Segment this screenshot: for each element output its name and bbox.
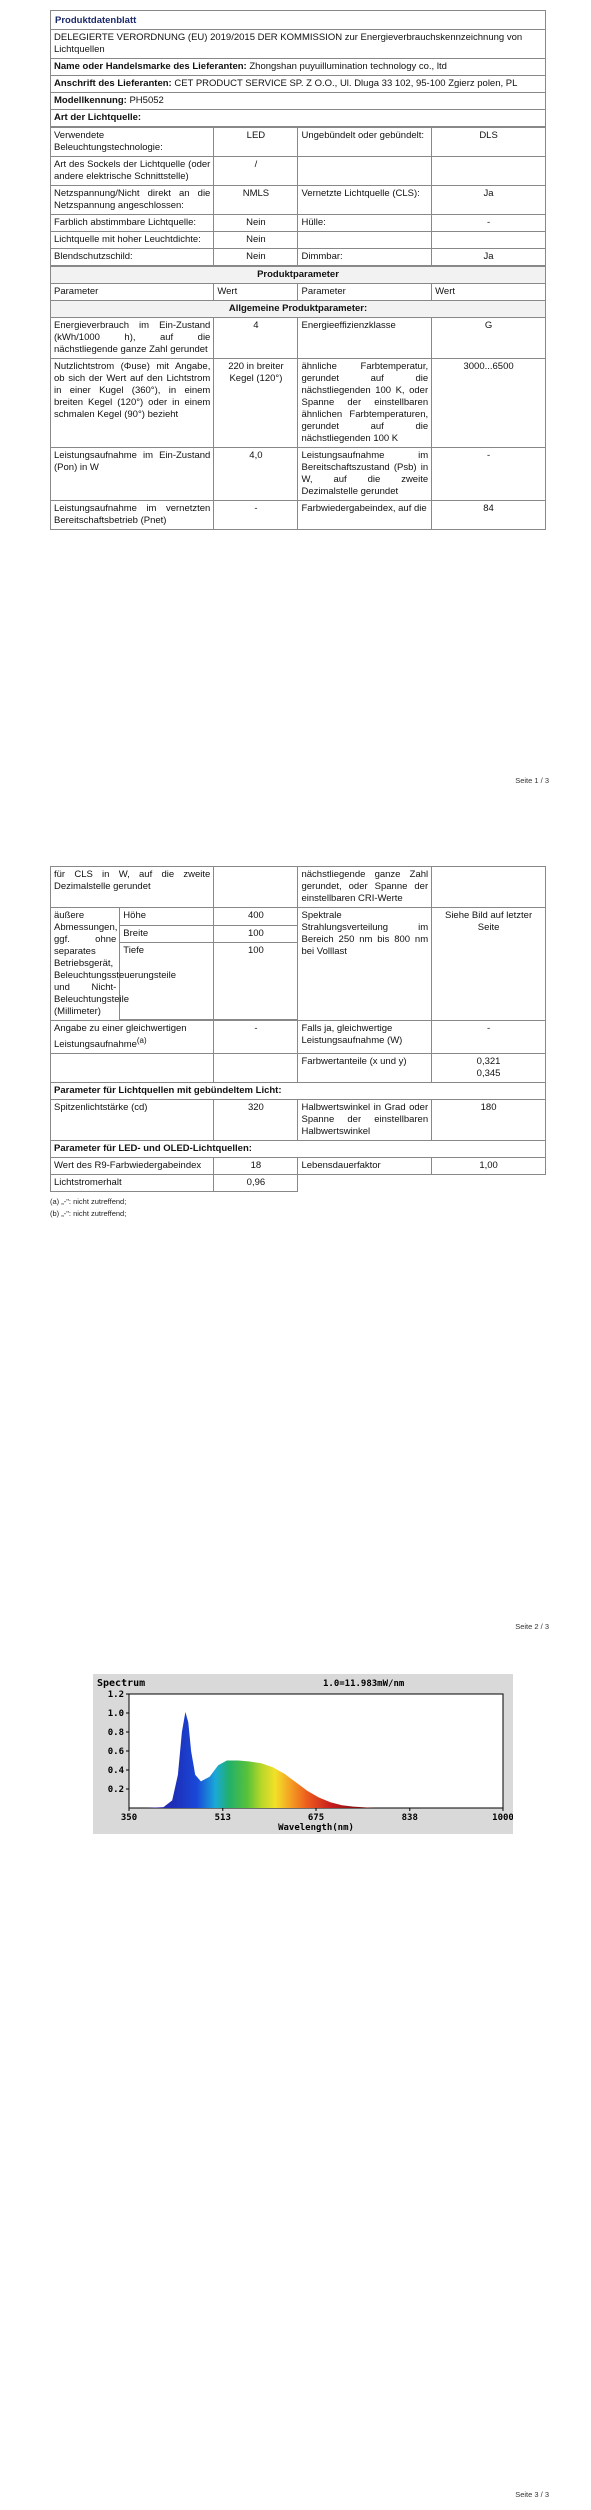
- parameter-value: Nein: [214, 249, 298, 266]
- chromaticity-label: Farbwertanteile (x und y): [298, 1054, 432, 1083]
- y-tick-label: 1.0: [107, 1709, 124, 1719]
- peak-intensity-value: 320: [214, 1100, 298, 1141]
- lumen-maintenance-value: 0,96: [214, 1175, 298, 1192]
- parameter-label: ähnliche Farbtemperatur, gerundet auf die nächstliegenden 100 K, oder Spanne der einstellbaren ähnlichen Farbtemperaturen, gerundet auf die nächstliegenden 100 K: [298, 359, 432, 448]
- supplier-address: CET PRODUCT SERVICE SP. Z O.O., Ul. Dluga 33 102, 95-100 Zgierz polen, PL: [174, 78, 518, 89]
- lumen-maintenance-label: Lichtstromerhalt: [51, 1175, 214, 1192]
- col-value-header: Wert: [432, 284, 546, 301]
- supplier-address-label: Anschrift des Lieferanten:: [54, 78, 172, 89]
- x-tick-label: 838: [401, 1813, 418, 1823]
- page-1: [0, 0, 591, 790]
- table-row: [51, 157, 546, 186]
- empty-cell: [51, 1054, 214, 1083]
- document-title: Produktdatenblatt: [51, 11, 546, 30]
- table-row: [51, 501, 546, 530]
- parameter-label: Ungebündelt oder gebündelt:: [298, 128, 432, 157]
- parameter-value: -: [214, 501, 298, 530]
- parameter-value: -: [432, 448, 546, 501]
- model-row: [51, 93, 546, 110]
- y-tick-label: 0.6: [107, 1747, 124, 1757]
- table-row: [51, 215, 546, 232]
- directional-header: Parameter für Lichtquellen mit gebündeltem Licht:: [51, 1083, 546, 1100]
- x-tick-label: 1000: [492, 1813, 513, 1823]
- light-type-header: Art der Lichtquelle:: [51, 110, 546, 127]
- parameter-label: Vernetzte Lichtquelle (CLS):: [298, 186, 432, 215]
- general-params-header: Allgemeine Produktparameter:: [51, 301, 546, 318]
- chart-annotation: 1.0=11.983mW/nm: [323, 1679, 405, 1689]
- survival-factor-value: 1,00: [432, 1158, 546, 1175]
- parameter-value: 220 in breiter Kegel (120°): [214, 359, 298, 448]
- parameter-value: 84: [432, 501, 546, 530]
- parameter-label: für CLS in W, auf die zweite Dezimalstelle gerundet: [51, 867, 214, 908]
- col-value-header: Wert: [214, 284, 298, 301]
- col-param-header: Parameter: [51, 284, 214, 301]
- dimensions-label: äußere Abmessungen, ggf. ohne separates Betriebsgerät, Beleuchtungssteuerungsteile und Nicht-Beleuchtungsteile (Millimeter): [51, 908, 120, 1021]
- footnotes: [50, 1196, 546, 1220]
- peak-intensity-label: Spitzenlichtstärke (cd): [51, 1100, 214, 1141]
- equivalent-power-label: Angabe zu einer gleichwertigen Leistungsaufnahme: [54, 1023, 187, 1051]
- table-row: [51, 867, 546, 908]
- parameter-label: Leistungsaufnahme im vernetzten Bereitschaftsbetrieb (Pnet): [51, 501, 214, 530]
- parameter-value: [214, 867, 298, 908]
- beam-angle-value: 180: [432, 1100, 546, 1141]
- parameter-value: 4: [214, 318, 298, 359]
- chromaticity-y: 0,345: [476, 1068, 501, 1080]
- parameter-label: [298, 232, 432, 249]
- parameter-label: [298, 157, 432, 186]
- beam-angle-label: Halbwertswinkel in Grad oder Spanne der einstellbaren Halbwertswinkel: [298, 1100, 432, 1141]
- parameter-label: Energieverbrauch im Ein-Zustand (kWh/1000 h), auf die nächstliegende ganze Zahl gerundet: [51, 318, 214, 359]
- supplier-address-row: [51, 76, 546, 93]
- chart-title: Spectrum: [97, 1678, 146, 1689]
- x-tick-label: 513: [214, 1813, 231, 1823]
- survival-factor-label: Lebensdauerfaktor: [298, 1158, 432, 1175]
- dimension-value: 100: [214, 943, 298, 1020]
- dimension-name: Breite: [120, 925, 214, 943]
- parameter-label: Leistungsaufnahme im Bereitschaftszustand (Psb) in W, auf die zweite Dezimalstelle gerundet: [298, 448, 432, 501]
- y-tick-label: 0.4: [107, 1766, 124, 1776]
- parameter-value: G: [432, 318, 546, 359]
- r9-value: 18: [214, 1158, 298, 1175]
- datasheet-table-page2: [50, 866, 546, 1220]
- chromaticity-x: 0,321: [476, 1056, 501, 1068]
- parameter-label: Art des Sockels der Lichtquelle (oder andere elektrische Schnittstelle): [51, 157, 214, 186]
- page-2: [0, 852, 591, 1652]
- parameter-label: Dimmbar:: [298, 249, 432, 266]
- equivalent-power-right-label: Falls ja, gleichwertige Leistungsaufnahme (W): [298, 1021, 432, 1054]
- parameter-value: [432, 867, 546, 908]
- parameter-value: LED: [214, 128, 298, 157]
- model-label: Modellkennung:: [54, 95, 127, 106]
- parameter-value: Ja: [432, 249, 546, 266]
- table-row: [51, 232, 546, 249]
- parameter-value: [432, 157, 546, 186]
- table-row: [51, 249, 546, 266]
- x-tick-label: 350: [120, 1813, 138, 1823]
- table-row: [51, 359, 546, 448]
- supplier-name: Zhongshan puyuillumination technology co., ltd: [249, 61, 447, 72]
- equivalent-power-right-value: -: [432, 1021, 546, 1054]
- x-axis-label: Wavelength(nm): [278, 1823, 354, 1833]
- parameter-value: 4,0: [214, 448, 298, 501]
- datasheet-header-table: [50, 10, 546, 127]
- supplier-name-label: Name oder Handelsmarke des Lieferanten:: [54, 61, 247, 72]
- x-tick-label: 675: [307, 1813, 325, 1823]
- parameter-label: Farbwiedergabeindex, auf die: [298, 501, 432, 530]
- table-row: [51, 128, 546, 157]
- col-param-header: Parameter: [298, 284, 432, 301]
- page-number: Seite 3 / 3: [515, 2490, 549, 2499]
- r9-label: Wert des R9-Farbwiedergabeindex: [51, 1158, 214, 1175]
- product-parameters-table: [50, 266, 546, 530]
- dimension-value: 400: [214, 908, 298, 926]
- dimension-name: Tiefe: [120, 943, 214, 1020]
- empty-cell: [432, 1175, 546, 1192]
- empty-cell: [298, 1175, 432, 1192]
- light-source-type-table: [50, 127, 546, 266]
- parameter-value: [432, 232, 546, 249]
- supplier-name-row: [51, 59, 546, 76]
- parameter-value: -: [432, 215, 546, 232]
- parameter-label: Farblich abstimmbare Lichtquelle:: [51, 215, 214, 232]
- table-row: [51, 448, 546, 501]
- model-value: PH5052: [129, 95, 164, 106]
- led-header: Parameter für LED- und OLED-Lichtquellen:: [51, 1141, 546, 1158]
- spectrum-chart: [93, 1674, 513, 1839]
- spectral-label: Spektrale Strahlungsverteilung im Bereich 250 nm bis 800 nm bei Volllast: [298, 908, 432, 1021]
- parameter-label: nächstliegende ganze Zahl gerundet, oder Spanne der einstellbaren CRI-Werte: [298, 867, 432, 908]
- parameter-value: DLS: [432, 128, 546, 157]
- parameter-label: Verwendete Beleuchtungstechnologie:: [51, 128, 214, 157]
- parameter-value: 3000...6500: [432, 359, 546, 448]
- parameter-value: /: [214, 157, 298, 186]
- parameter-label: Hülle:: [298, 215, 432, 232]
- footnote-a: (a) „-": nicht zutreffend;: [50, 1197, 127, 1207]
- chromaticity-values: [432, 1054, 546, 1083]
- parameter-label: Nutzlichtstrom (Φuse) mit Angabe, ob sich der Wert auf den Lichtstrom in einer Kugel (360°), in einem breiten Kegel (120°) oder in einem schmalen Kegel (90°) bezieht: [51, 359, 214, 448]
- parameter-label: Energieeffizienzklasse: [298, 318, 432, 359]
- regulation-text: DELEGIERTE VERORDNUNG (EU) 2019/2015 DER KOMMISSION zur Energieverbrauchskennzeichnung von Lichtquellen: [51, 30, 546, 59]
- page-number: Seite 2 / 3: [515, 1622, 549, 1631]
- footnote-mark: (a): [136, 1036, 147, 1045]
- y-tick-label: 0.2: [107, 1785, 124, 1795]
- product-params-header: Produktparameter: [51, 267, 546, 284]
- empty-cell: [214, 1054, 298, 1083]
- product-parameters-table-continued: [50, 866, 546, 1192]
- parameter-label: Lichtquelle mit hoher Leuchtdichte:: [51, 232, 214, 249]
- equivalent-power-value: -: [214, 1021, 298, 1054]
- parameter-value: Nein: [214, 232, 298, 249]
- parameter-label: Netzspannung/Nicht direkt an die Netzspannung angeschlossen:: [51, 186, 214, 215]
- parameter-value: Nein: [214, 215, 298, 232]
- spectral-value: Siehe Bild auf letzter Seite: [432, 908, 546, 1021]
- parameter-value: Ja: [432, 186, 546, 215]
- footnote-b: (b) „-": nicht zutreffend;: [50, 1209, 127, 1219]
- equivalent-power-label-cell: [51, 1021, 214, 1054]
- datasheet-table-page1: [50, 10, 546, 530]
- y-tick-label: 0.8: [107, 1728, 124, 1738]
- parameter-label: Blendschutzschild:: [51, 249, 214, 266]
- table-row: [51, 186, 546, 215]
- table-row: [51, 318, 546, 359]
- y-tick-label: 1.2: [107, 1690, 124, 1700]
- dimension-value: 100: [214, 925, 298, 943]
- dimension-name: Höhe: [120, 908, 214, 926]
- parameter-label: Leistungsaufnahme im Ein-Zustand (Pon) in W: [51, 448, 214, 501]
- page-number: Seite 1 / 3: [515, 776, 549, 785]
- spectrum-chart-svg: [93, 1674, 513, 1834]
- parameter-value: NMLS: [214, 186, 298, 215]
